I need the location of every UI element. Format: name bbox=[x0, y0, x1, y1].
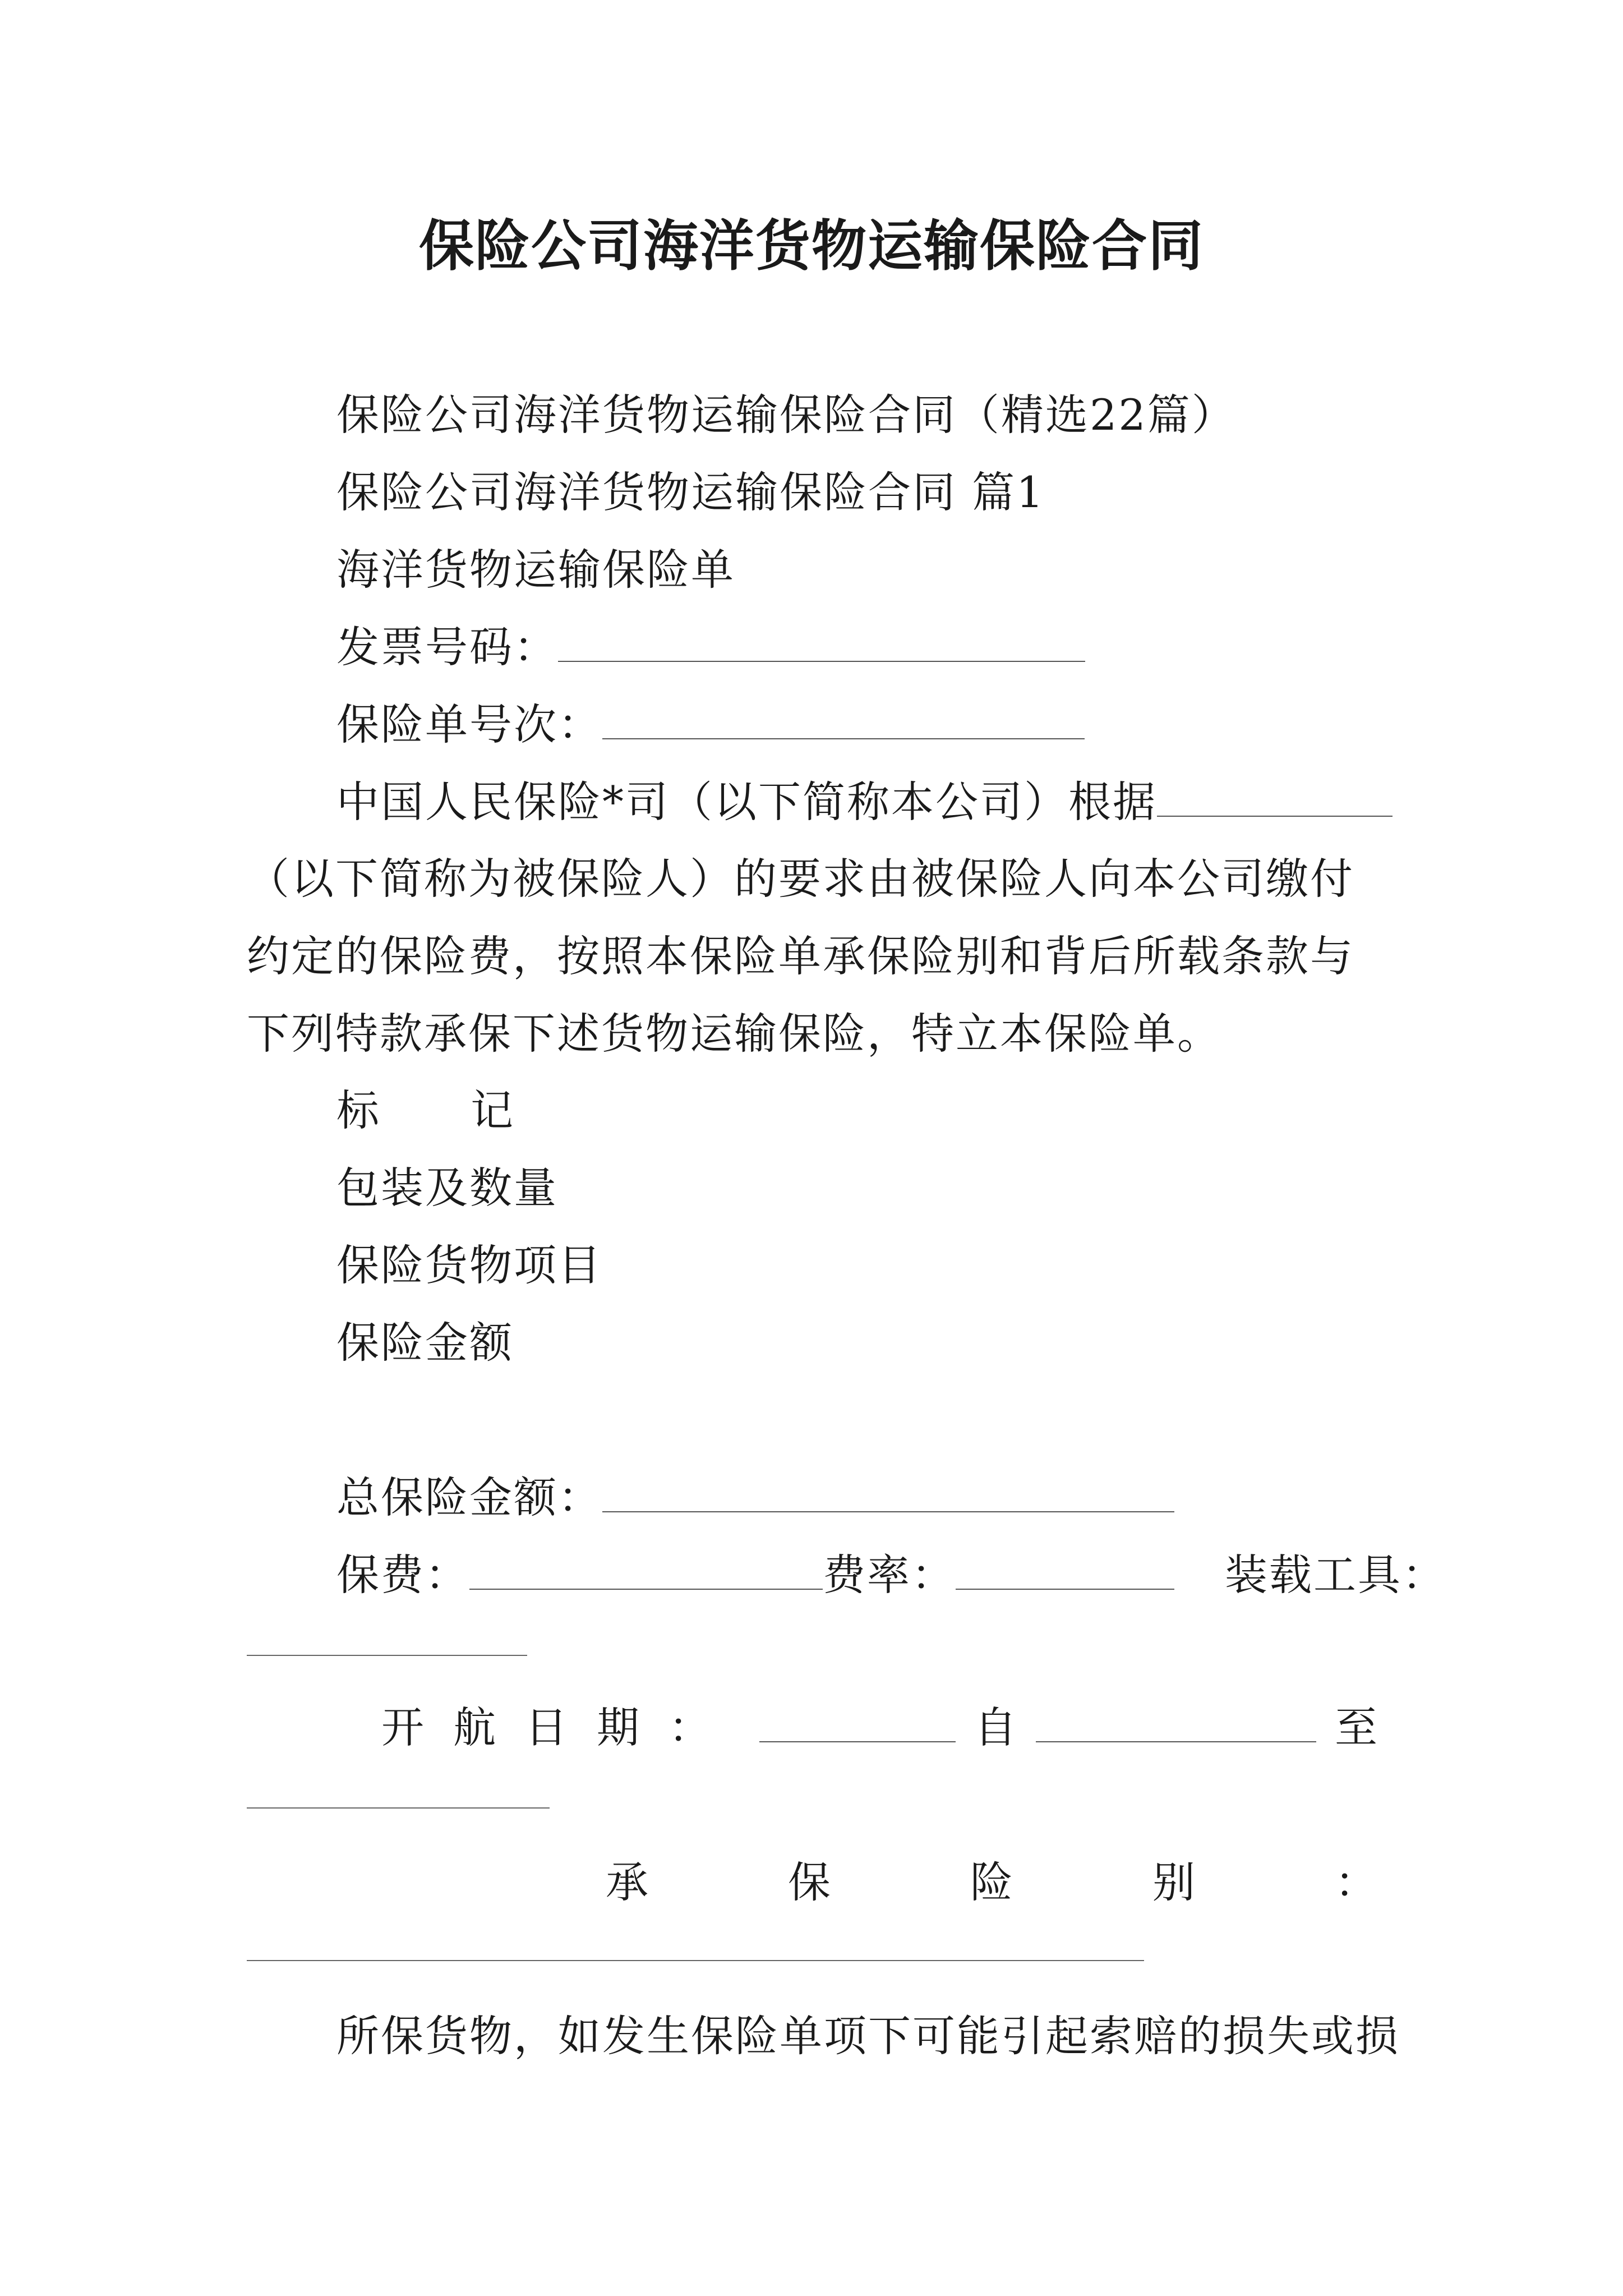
form-name: 海洋货物运输保险单 bbox=[336, 545, 735, 595]
invoice-number-field[interactable] bbox=[558, 625, 1085, 662]
conveyance-field[interactable] bbox=[247, 1655, 527, 1656]
policy-number-field[interactable] bbox=[602, 702, 1085, 739]
document-subtitle: 保险公司海洋货物运输保险合同（精选22篇） bbox=[336, 390, 1236, 440]
coverage-row bbox=[606, 1855, 1377, 1911]
coverage-char-5: ： bbox=[1335, 1857, 1377, 1907]
premium-rate-row bbox=[336, 1547, 1446, 1603]
marks-label-part1: 标 bbox=[336, 1085, 381, 1135]
total-amount-field[interactable] bbox=[602, 1475, 1174, 1512]
intro-paragraph: （以下简称为被保险人）的要求由被保险人向本公司缴付约定的保险费，按照本保险单承保险别和背后所载条款与下列特款承保下述货物运输保险，特立本保险单。 bbox=[247, 854, 1354, 1059]
conveyance-label: 装载工具： bbox=[1225, 1550, 1446, 1600]
rate-field[interactable] bbox=[956, 1553, 1174, 1590]
total-amount-row bbox=[336, 1470, 1174, 1526]
total-amount-label: 总保险金额： bbox=[336, 1473, 602, 1522]
premium-label: 保费： bbox=[336, 1550, 469, 1600]
packing-label: 包装及数量 bbox=[336, 1163, 558, 1213]
intro-first-line bbox=[336, 774, 1393, 830]
intro-first-text: 中国人民保险*司（以下简称本公司）根据 bbox=[336, 777, 1157, 827]
coverage-char-1: 承 bbox=[606, 1857, 648, 1907]
from-label: 自 bbox=[974, 1703, 1017, 1752]
coverage-field[interactable] bbox=[247, 1960, 1144, 1961]
coverage-char-4: 别 bbox=[1152, 1857, 1195, 1907]
insured-name-field[interactable] bbox=[1157, 780, 1393, 817]
invoice-number-row bbox=[336, 619, 1085, 675]
coverage-char-2: 保 bbox=[788, 1857, 831, 1907]
sailing-date-row bbox=[381, 1700, 1377, 1756]
to-port-field[interactable] bbox=[247, 1807, 550, 1809]
document-title: 保险公司海洋货物运输保险合同 bbox=[418, 214, 1204, 278]
coverage-char-3: 险 bbox=[970, 1857, 1013, 1907]
section-heading: 保险公司海洋货物运输保险合同 篇1 bbox=[336, 467, 1045, 517]
marks-label-part2: 记 bbox=[471, 1085, 515, 1135]
items-label: 保险货物项目 bbox=[336, 1240, 602, 1290]
sailing-date-label: 开航日期： bbox=[381, 1703, 740, 1752]
marks-row bbox=[336, 1083, 515, 1139]
invoice-number-label: 发票号码： bbox=[336, 622, 558, 672]
premium-field[interactable] bbox=[469, 1553, 823, 1590]
sailing-date-field[interactable] bbox=[759, 1705, 956, 1742]
amount-label: 保险金额 bbox=[336, 1318, 514, 1368]
to-label: 至 bbox=[1335, 1703, 1377, 1752]
policy-number-row bbox=[336, 697, 1085, 753]
closing-text: 所保货物，如发生保险单项下可能引起索赔的损失或损 bbox=[336, 2011, 1400, 2061]
rate-label: 费率： bbox=[823, 1550, 956, 1600]
policy-number-label: 保险单号次： bbox=[336, 700, 602, 749]
from-port-field[interactable] bbox=[1036, 1705, 1316, 1742]
